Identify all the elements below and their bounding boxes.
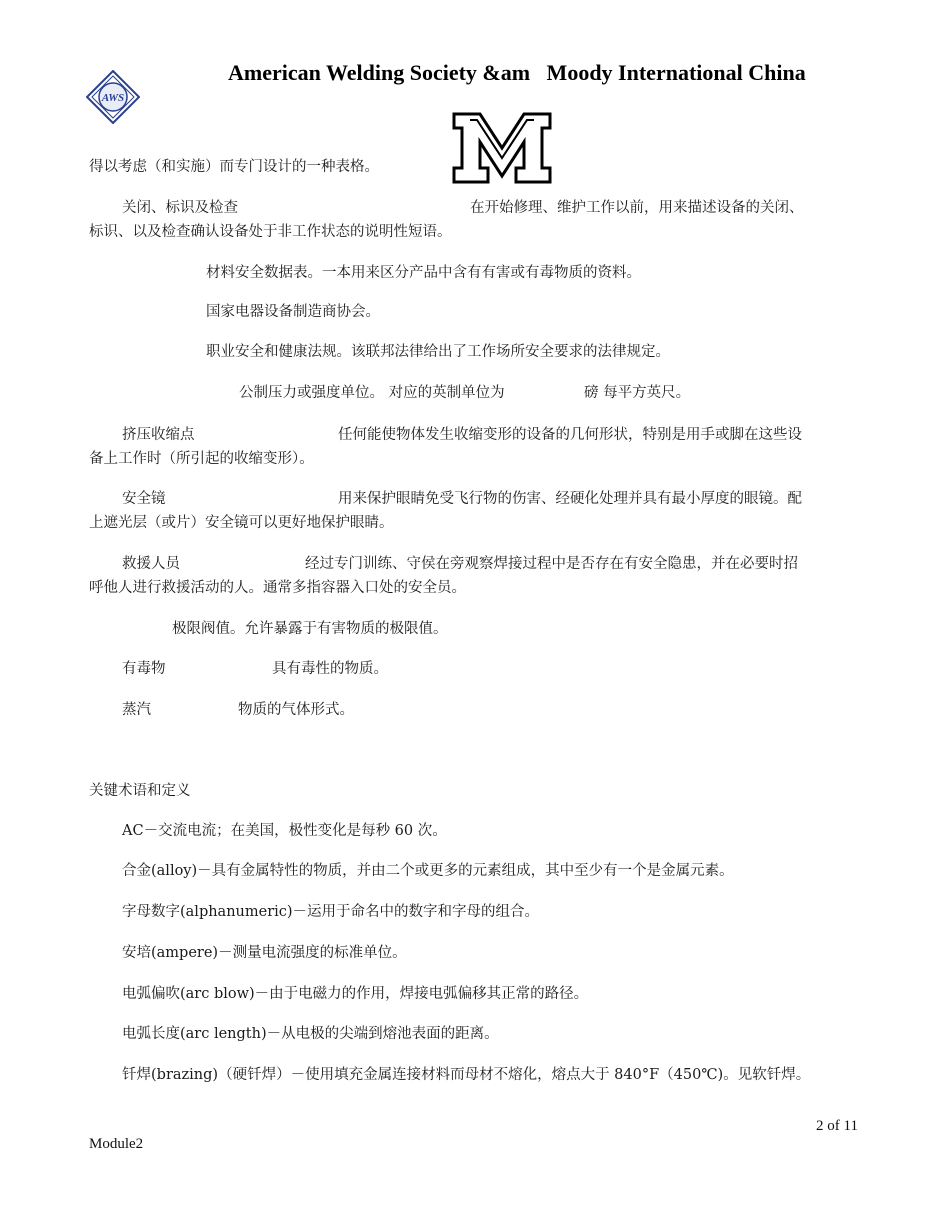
rescue-person-definition-line-1: 经过专门训练、守侯在旁观察焊接过程中是否存在有安全隐患，并在必要时招 xyxy=(305,556,798,572)
svg-text:AWS: AWS xyxy=(101,92,125,104)
key-term-item: 电弧偏吹(arc blow)－由于电磁力的作用，焊接电弧偏移其正常的路径。 xyxy=(122,986,589,1002)
moody-logo-icon xyxy=(450,110,554,186)
key-term-item: 安培(ampere)－测量电流强度的标准单位。 xyxy=(122,945,407,961)
safety-glasses-term: 安全镜 xyxy=(122,491,166,507)
page-number: 2 of 11 xyxy=(816,1118,858,1134)
form-intro-text: 得以考虑（和实施）而专门设计的一种表格。 xyxy=(89,159,379,175)
osha-definition: 职业安全和健康法规。该联邦法律给出了工作场所安全要求的法律规定。 xyxy=(206,344,670,360)
key-term-item: AC－交流电流；在美国，极性变化是每秒 60 次。 xyxy=(122,823,447,839)
pressure-unit-definition: 公制压力或强度单位。 对应的英制单位为 xyxy=(239,385,505,401)
pinch-point-definition-line-2: 备上工作时（所引起的收缩变形）。 xyxy=(89,451,314,467)
tlv-definition: 极限阀值。允许暴露于有害物质的极限值。 xyxy=(172,621,448,637)
key-term-item: 电弧长度(arc length)－从电极的尖端到熔池表面的距离。 xyxy=(122,1026,499,1042)
key-terms-heading: 关键术语和定义 xyxy=(89,783,191,799)
lockout-definition-line-1: 在开始修理、维护工作以前，用来描述设备的关闭、 xyxy=(470,200,804,216)
key-term-item: 字母数字(alphanumeric)－运用于命名中的数字和字母的组合。 xyxy=(122,904,540,920)
lockout-term: 关闭、标识及检查 xyxy=(122,200,238,216)
header-title: American Welding Society &am Moody International China xyxy=(228,60,806,85)
nema-definition: 国家电器设备制造商协会。 xyxy=(206,304,380,320)
lockout-definition-line-2: 标识、以及检查确认设备处于非工作状态的说明性短语。 xyxy=(89,224,452,240)
vapor-term: 蒸汽 xyxy=(122,702,151,718)
toxic-definition: 具有毒性的物质。 xyxy=(272,661,388,677)
safety-glasses-definition-line-2: 上遮光层（或片）安全镜可以更好地保护眼睛。 xyxy=(89,515,394,531)
key-term-item: 合金(alloy)－具有金属特性的物质，并由二个或更多的元素组成，其中至少有一个是金属元素。 xyxy=(122,863,734,879)
module-label: Module2 xyxy=(89,1136,144,1152)
safety-glasses-definition-line-1: 用来保护眼睛免受飞行物的伤害、经硬化处理并具有最小厚度的眼镜。配 xyxy=(338,491,802,507)
rescue-person-definition-line-2: 呼他人进行救援活动的人。通常多指容器入口处的安全员。 xyxy=(89,580,466,596)
pinch-point-definition-line-1: 任何能使物体发生收缩变形的设备的几何形状，特别是用手或脚在这些设 xyxy=(338,427,802,443)
aws-logo-icon xyxy=(86,70,140,124)
key-term-item: 钎焊(brazing)（硬钎焊）－使用填充金属连接材料而母材不熔化，熔点大于 840°F（450℃)。见软钎焊。 xyxy=(122,1067,811,1083)
pinch-point-term: 挤压收缩点 xyxy=(122,427,195,443)
vapor-definition: 物质的气体形式。 xyxy=(238,702,354,718)
msds-definition: 材料安全数据表。一本用来区分产品中含有有害或有毒物质的资料。 xyxy=(206,265,641,281)
toxic-term: 有毒物 xyxy=(122,661,166,677)
pressure-unit-english: 磅 每平方英尺。 xyxy=(584,385,691,401)
rescue-person-term: 救援人员 xyxy=(122,556,180,572)
